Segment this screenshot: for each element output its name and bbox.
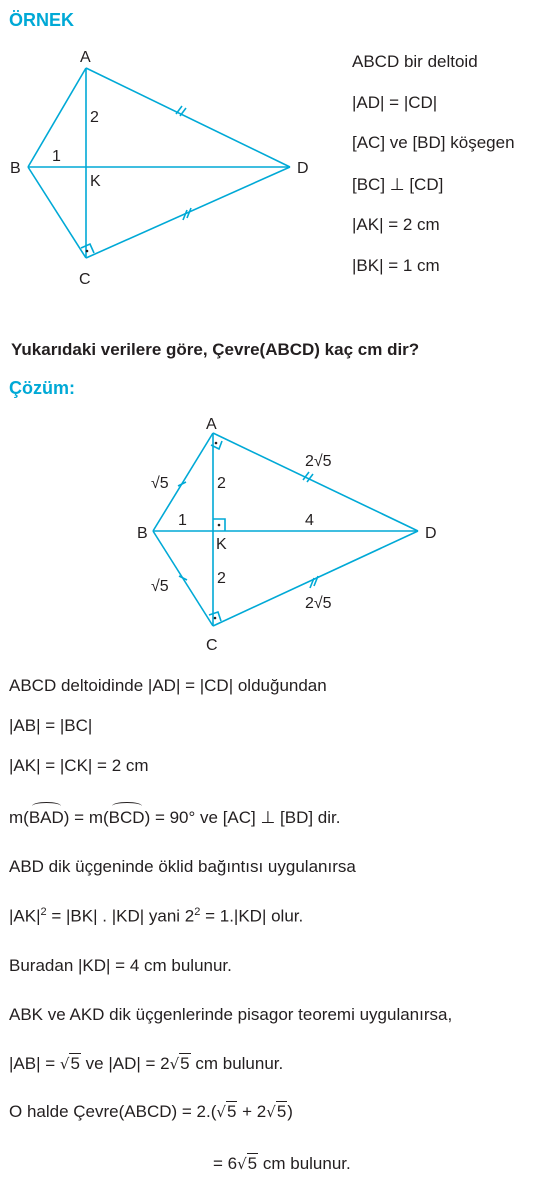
solution-heading: Çözüm:	[9, 378, 75, 398]
solution-line-6: $|AK|^2 = |BK|$ . |KD| yani $2^2 = 1.|KD|$ olur.	[9, 906, 304, 926]
figure-2-kite	[0, 400, 554, 680]
point-c-label: C	[206, 637, 218, 654]
angle-bcd: BCD	[109, 808, 145, 828]
example-heading: ÖRNEK	[9, 10, 75, 30]
point-a-label: A	[206, 416, 217, 433]
solution-line-2: |AB| = |BC|	[9, 716, 93, 735]
segment-bk-label: 1	[178, 512, 187, 529]
segment-ck-label: 2	[217, 570, 226, 587]
point-a-label: A	[80, 49, 91, 66]
angle-bad: BAD	[29, 808, 64, 828]
given-4: [BC] ⊥ [CD]	[352, 175, 444, 194]
solution-line-7: Buradan |KD| = 4 cm bulunur.	[9, 956, 232, 975]
side-cd-label: 2√5	[305, 595, 332, 612]
side-bc	[28, 167, 86, 258]
point-b-label: B	[10, 160, 21, 177]
segment-ak-label: 2	[90, 109, 99, 126]
point-d-label: D	[297, 160, 309, 177]
given-5: |AK| = 2 cm	[352, 215, 440, 234]
side-bc-label: √5	[151, 578, 169, 595]
point-k-label: K	[216, 536, 227, 553]
given-6: |BK| = 1 cm	[352, 256, 440, 275]
solution-line-5: ABD dik üçgeninde öklid bağıntısı uygulanırsa	[9, 857, 356, 876]
side-ad	[213, 433, 418, 531]
solution-line-4: m( BAD) = m( BCD) = 90° ve [AC] ⊥ [BD] dir.	[9, 808, 341, 828]
solution-line-9: |AB| = √5 ve |AD| = 2√5 cm bulunur.	[9, 1054, 284, 1073]
solution-line-1: ABCD deltoidinde |AD| = |CD| olduğundan	[9, 676, 327, 695]
side-ab-label: √5	[151, 475, 169, 492]
point-b-label: B	[137, 525, 148, 542]
solution-line-10: O halde Çevre(ABCD) = 2.(√5 + 2√5)	[9, 1102, 293, 1121]
given-1: ABCD bir deltoid	[352, 52, 478, 71]
solution-line-11: = 6√5 cm bulunur.	[213, 1154, 351, 1173]
given-3: [AC] ve [BD] köşegen	[352, 133, 515, 152]
point-d-label: D	[425, 525, 437, 542]
segment-ak-label: 2	[217, 475, 226, 492]
side-cd	[86, 167, 290, 258]
question-text: Yukarıdaki verilere göre, Çevre(ABCD) kaç cm dir?	[11, 340, 420, 359]
side-ad-label: 2√5	[305, 453, 332, 470]
segment-bk-label: 1	[52, 148, 61, 165]
point-c-label: C	[79, 271, 91, 288]
solution-line-3: |AK| = |CK| = 2 cm	[9, 756, 149, 775]
side-ad	[86, 68, 290, 167]
solution-line-8: ABK ve AKD dik üçgenlerinde pisagor teoremi uygulanırsa,	[9, 1005, 453, 1024]
given-2: |AD| = |CD|	[352, 93, 438, 112]
segment-kd-label: 4	[305, 512, 314, 529]
point-k-label: K	[90, 173, 101, 190]
